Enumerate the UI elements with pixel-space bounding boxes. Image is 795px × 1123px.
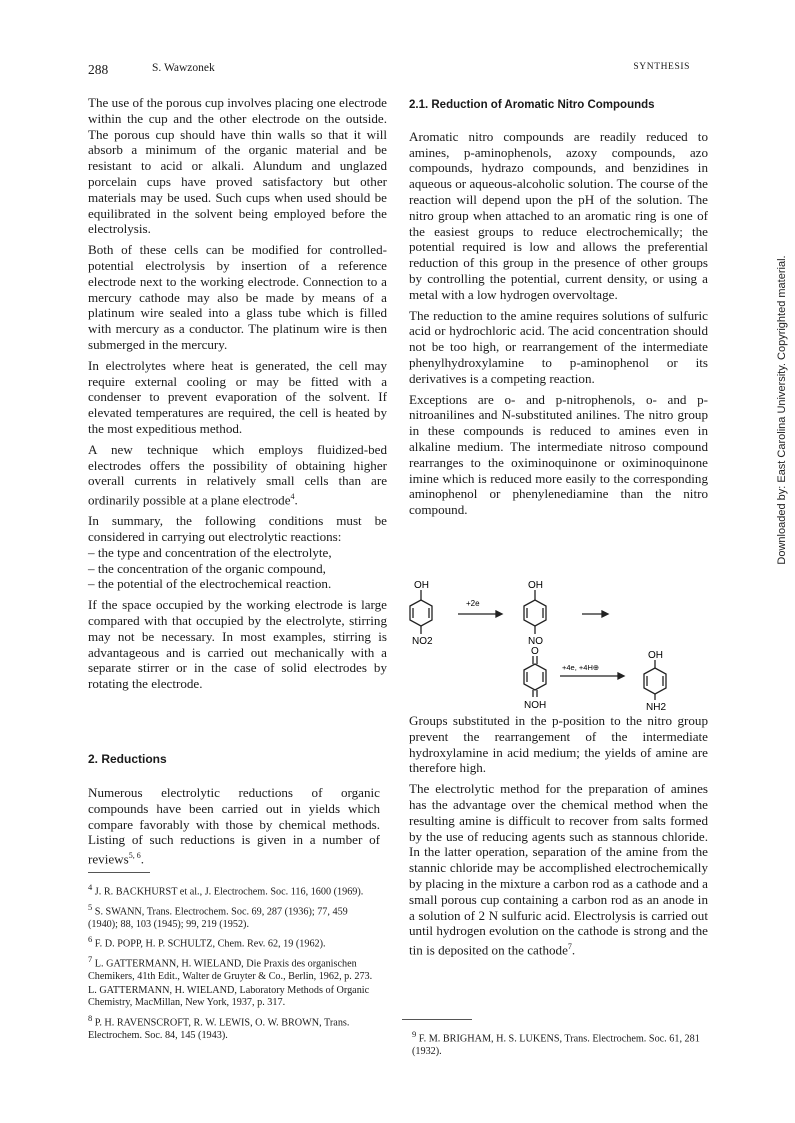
footnote-number: 8	[88, 1012, 93, 1023]
journal-name: SYNTHESIS	[633, 62, 690, 72]
group-label: O	[531, 646, 539, 657]
footnote-number: 4	[88, 882, 93, 892]
footnote-rule	[88, 872, 150, 873]
download-watermark	[774, 130, 790, 690]
footnote-text: F. D. POPP, H. P. SCHULTZ, Chem. Rev. 62, 19 (1962).	[94, 938, 326, 950]
list-item: – the potential of the electrochemical reaction.	[88, 576, 387, 592]
footnote-number: 5	[88, 901, 93, 912]
reference-mark: 7	[567, 942, 572, 952]
paragraph: Groups substituted in the p-position to the nitro group prevent the rearrangement of the intermediate hydroxylamine in acid medium; the yields of amine are therefore high.	[409, 713, 708, 776]
footnote-text: P. H. RAVENSCROFT, R. W. LEWIS, O. W. BROWN, Trans. Electrochem. Soc. 84, 145 (1943).	[88, 1017, 350, 1041]
footnote-number: 9	[412, 1029, 417, 1039]
group-label: OH	[648, 650, 663, 661]
paragraph: In summary, the following conditions must be considered in carrying out electrolytic reactions:	[88, 513, 387, 545]
right-column-lower	[409, 713, 708, 963]
page-number: 288	[88, 62, 109, 77]
step-label: +2e	[466, 599, 480, 608]
paragraph	[88, 442, 387, 509]
group-label: NOH	[524, 700, 547, 710]
conditions-list	[88, 545, 387, 592]
paragraph-end: .	[571, 942, 576, 958]
footnote-number: 7	[88, 953, 93, 964]
footnote-text: S. SWANN, Trans. Electrochem. Soc. 69, 287 (1936); 77, 459 (1940); 88, 103 (1945); 99, 219 (1952).	[88, 906, 348, 930]
paragraph: Both of these cells can be modified for controlled-potential electrolysis by insertion of a reference electrode next to the working electrode. Connection to a mercury cathode may also be made by means of a platinum wire sealed into a glass tube which is filled with mercury as a conductor. The platinum wire is then submerged in the mercury.	[88, 242, 387, 352]
footnote	[412, 1028, 708, 1058]
paragraph	[409, 781, 708, 958]
paragraph: If the space occupied by the working electrode is large compared with that occupied by the electrolyte, stirring may not be necessary. In most examples, stirring is advantageous and is carried out mechanically with a separate stirrer or in the case of solid electrodes by rotating the electrode.	[88, 597, 387, 692]
paragraph: The reduction to the amine requires solutions of sulfuric acid or hydrochloric acid. The acid concentration should not be too high, or rearrangement of the intermediate phenylhydroxylamine to p-aminophenol or its derivatives is a competing reaction.	[409, 307, 708, 386]
footnotes	[88, 881, 380, 1044]
subsection-heading: 2.1. Reduction of Aromatic Nitro Compounds	[409, 99, 655, 111]
group-label: OH	[528, 580, 543, 591]
running-author: S. Wawzonek	[152, 62, 215, 74]
group-label: NO2	[412, 636, 433, 647]
paragraph-end: .	[140, 851, 145, 867]
footnote-number: 6	[88, 934, 93, 944]
footnote	[88, 901, 380, 931]
left-column	[88, 95, 387, 697]
reaction-scheme	[400, 570, 700, 710]
footnote-text: L. GATTERMANN, H. WIELAND, Die Praxis des organischen Chemikers, 41th Edit., Walter de Gruyter & Co., Berlin, 1962, p. 273.	[88, 958, 373, 982]
section-2-body	[88, 785, 380, 867]
footnote	[88, 953, 380, 983]
paragraph-text: A new technique which employs fluidized-bed electrodes offers the possibility of obtaining higher overall currents in relatively small cells than are ordinarily possible at a plane electrode	[88, 441, 387, 508]
footnote-rule	[402, 1019, 472, 1020]
reference-mark: 4	[290, 492, 295, 502]
paragraph: Numerous electrolytic reductions of organic compounds have been carried out in yields which compare favorably with those by chemical methods. Listing of such reductions is given in a number of reviews	[88, 785, 380, 867]
footnote-text: L. GATTERMANN, H. WIELAND, Laboratory Methods of Organic Chemistry, MacMillan, New York, 1937, p. 317.	[88, 985, 370, 1009]
paragraph: Exceptions are o- and p-nitrophenols, o- and p-nitroanilines and N-substituted anilines. The nitro group in these compounds is reduced to amines even in alkaline medium. The intermediate nitroso compound rearranges to the oximinoquinone or oximinoquinone imine which is reduced more easily to the corresponding aminophenol or phenylenediamine than the nitro compound.	[409, 391, 708, 518]
footnote-text: J. R. BACKHURST et al., J. Electrochem. Soc. 116, 1600 (1969).	[94, 886, 364, 898]
footnote	[88, 881, 380, 899]
group-label: NH2	[646, 702, 667, 710]
list-item: – the type and concentration of the electrolyte,	[88, 545, 387, 561]
download-note-text: Downloaded by: East Carolina University. Copyrighted material.	[776, 255, 788, 565]
footnote	[88, 1012, 380, 1042]
footnote	[88, 933, 380, 951]
paragraph: In electrolytes where heat is generated, the cell may require external cooling or may be fitted with a condenser to prevent evaporation of the solvent. If elevated temperatures are required, the cell is heated by the most expeditious method.	[88, 357, 387, 436]
footnote-text: F. M. BRIGHAM, H. S. LUKENS, Trans. Electrochem. Soc. 61, 281 (1932).	[412, 1033, 700, 1057]
section-heading: 2. Reductions	[88, 752, 167, 766]
right-column	[409, 98, 708, 523]
paragraph-text: The electrolytic method for the preparation of amines has the advantage over the chemical method when the resulting amine is difficult to recover from salts formed by the use of reducing agents such as stannous chloride. In the latter operation, separation of the amine from the stannic chloride may be accomplished electrochemically by placing in the mixture a carbon rod as a cathode and a small porous cup containing a carbon rod as an anode in a solution of 2 N sulfuric acid. Electrolysis is carried out until hydrogen evolution on the cathode is strong and the tin is deposited on the cathode	[409, 781, 708, 958]
paragraph: Aromatic nitro compounds are readily reduced to amines, p-aminophenols, azoxy compounds, azo compounds, hydrazo compounds, and benzidines in aqueous or aqueous-alcoholic solution. The course of the reaction will depend upon the pH of the solution. The nitro group when attached to an aromatic ring is one of the easiest groups to reduce electrochemically; the potential required is low and allows the preferential reduction of this group in the presence of other groups by controlling the potential, current density, or using a metal with a low hydrogen overvoltage.	[409, 128, 708, 302]
list-item: – the concentration of the organic compound,	[88, 561, 387, 577]
paragraph: The use of the porous cup involves placing one electrode within the cup and the other electrode on the outside. The porous cup should have thin walls so that it will absorb a minimum of the organic material and be resistant to acid or alkali. Alundum and unglazed porcelain cups have proved satisfactory but other materials may be used. Such cups when used should be equilibrated in the solvent being employed before the electrolysis.	[88, 95, 387, 237]
step-label: +4e, +4H⊕	[562, 663, 600, 672]
group-label: OH	[414, 580, 429, 591]
footnote	[88, 985, 380, 1010]
group-label: NO	[528, 636, 543, 647]
reference-mark: 5, 6	[128, 851, 141, 861]
paragraph-end: .	[294, 492, 298, 508]
